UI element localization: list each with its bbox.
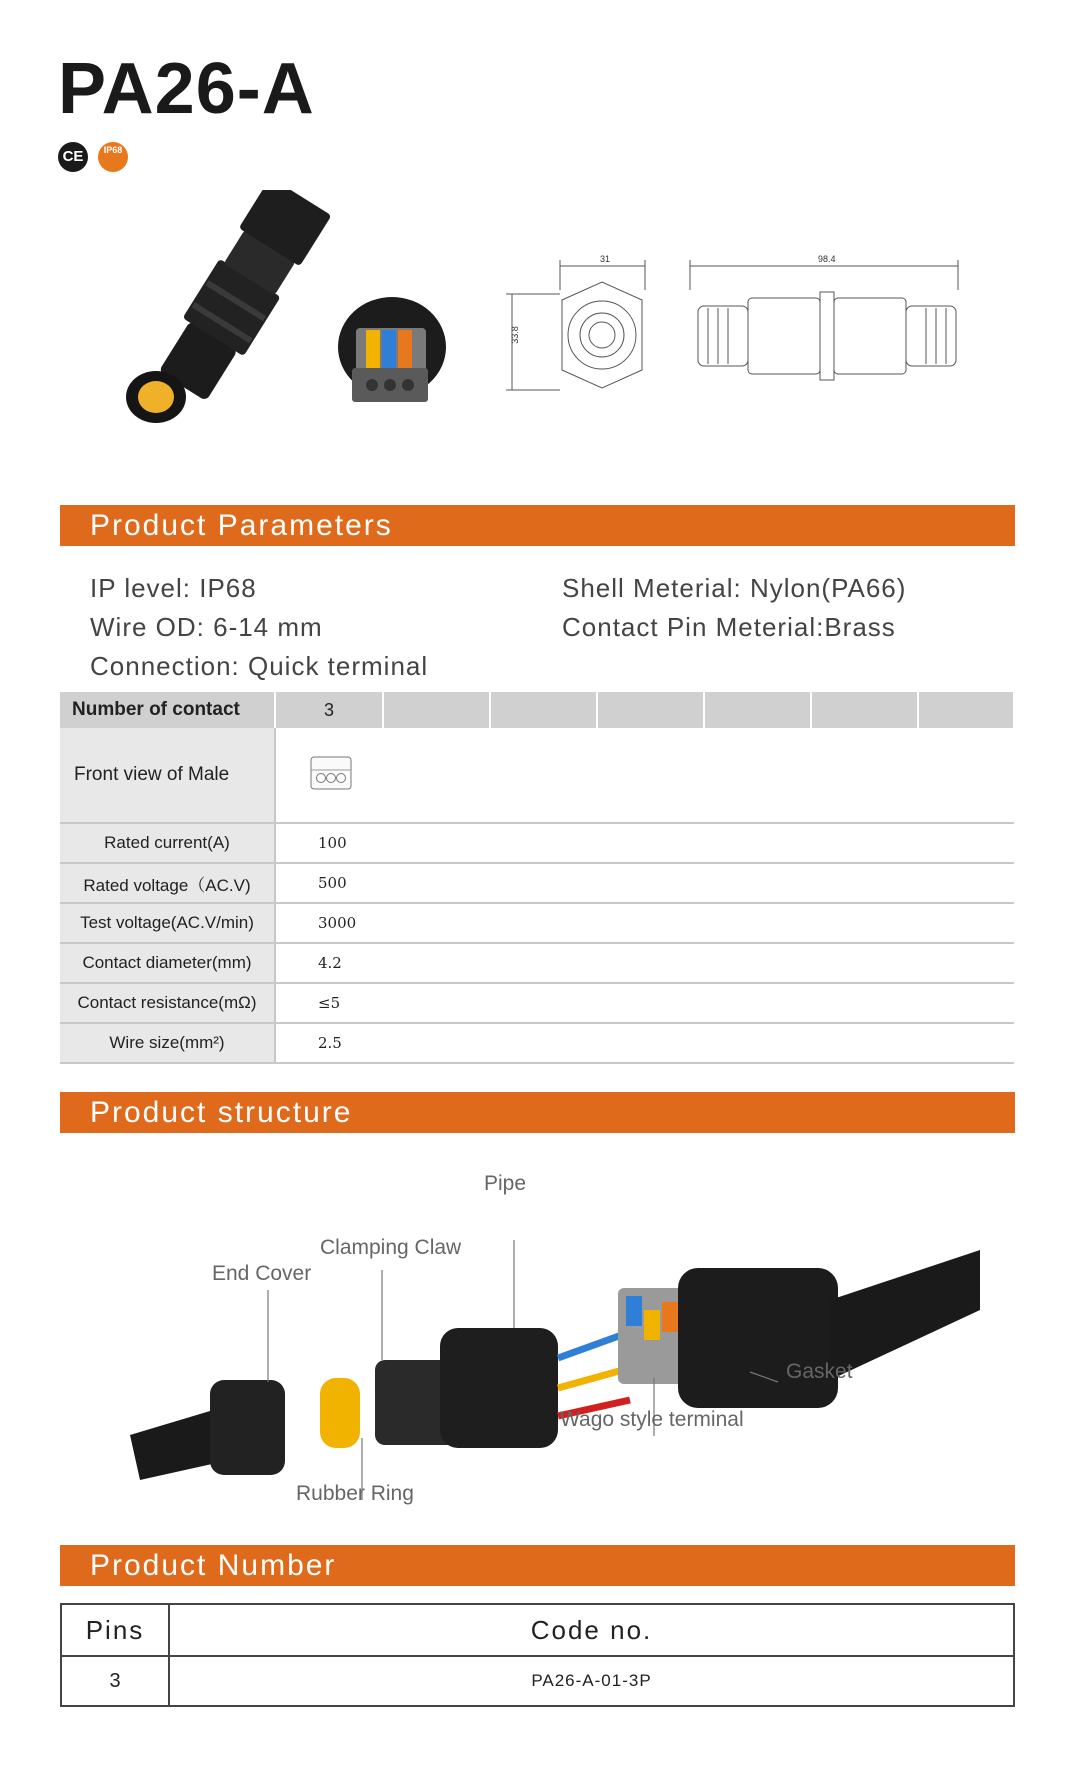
label-rubber-ring: Rubber Ring	[296, 1482, 414, 1505]
param-shell-material: Shell Meterial: Nylon(PA66)	[562, 573, 907, 603]
product-number-header-row	[61, 1604, 1014, 1656]
spec-header-label: Number of contact	[60, 692, 275, 728]
spec-row: Contact resistance(mΩ) ≤5	[60, 983, 1014, 1023]
gasket-housing-icon	[678, 1268, 838, 1408]
pins-cell: 3	[61, 1656, 169, 1706]
exploded-structure-diagram	[130, 1210, 990, 1500]
product-number-row	[61, 1656, 1014, 1706]
spec-row: Test voltage(AC.V/min) 3000	[60, 903, 1014, 943]
spec-header-row	[60, 692, 1014, 728]
col-code-header: Code no.	[169, 1604, 1014, 1656]
spec-header-value: 3	[275, 692, 383, 728]
param-ip-level: IP level: IP68	[90, 573, 257, 603]
label-clamping-claw: Clamping Claw	[320, 1236, 462, 1259]
pipe-icon	[440, 1328, 558, 1448]
dim-length: 98.4	[818, 254, 836, 264]
label-gasket: Gasket	[786, 1360, 853, 1383]
end-cover-icon	[210, 1380, 285, 1475]
spec-front-view-label: Front view of Male	[60, 728, 275, 823]
connector-photo	[120, 190, 460, 440]
param-connection: Connection: Quick terminal	[90, 651, 429, 681]
label-pipe: Pipe	[484, 1172, 527, 1195]
spec-front-view-row	[60, 728, 1014, 823]
code-cell: PA26-A-01-3P	[169, 1656, 1014, 1706]
col-pins-header: Pins	[61, 1604, 169, 1656]
ip68-badge-icon: IP68	[98, 142, 128, 172]
product-number-table	[60, 1603, 1015, 1707]
spec-row: Rated voltage（AC.V) 500	[60, 863, 1014, 903]
spec-row: Wire size(mm²) 2.5	[60, 1023, 1014, 1063]
section-header-number: Product Number	[60, 1545, 1015, 1586]
dim-height: 33.8	[509, 326, 520, 344]
front-view-male-icon	[308, 753, 354, 793]
param-contact-pin: Contact Pin Meterial:Brass	[562, 612, 896, 642]
rubber-ring-icon	[320, 1378, 360, 1448]
spec-table	[60, 692, 1015, 1064]
dim-width: 31	[600, 254, 611, 264]
product-title: PA26-A	[58, 49, 315, 129]
section-header-parameters: Product Parameters	[60, 505, 1015, 546]
ce-mark-icon: CE	[58, 142, 88, 172]
label-end-cover: End Cover	[212, 1262, 312, 1285]
label-wago-terminal: Wago style terminal	[560, 1408, 744, 1431]
spec-row: Rated current(A) 100	[60, 823, 1014, 863]
dimension-drawings	[500, 250, 980, 400]
terminal-photo-icon	[338, 297, 446, 402]
section-header-structure: Product structure	[60, 1092, 1015, 1133]
spec-row: Contact diameter(mm) 4.2	[60, 943, 1014, 983]
param-wire-od: Wire OD: 6-14 mm	[90, 612, 323, 642]
